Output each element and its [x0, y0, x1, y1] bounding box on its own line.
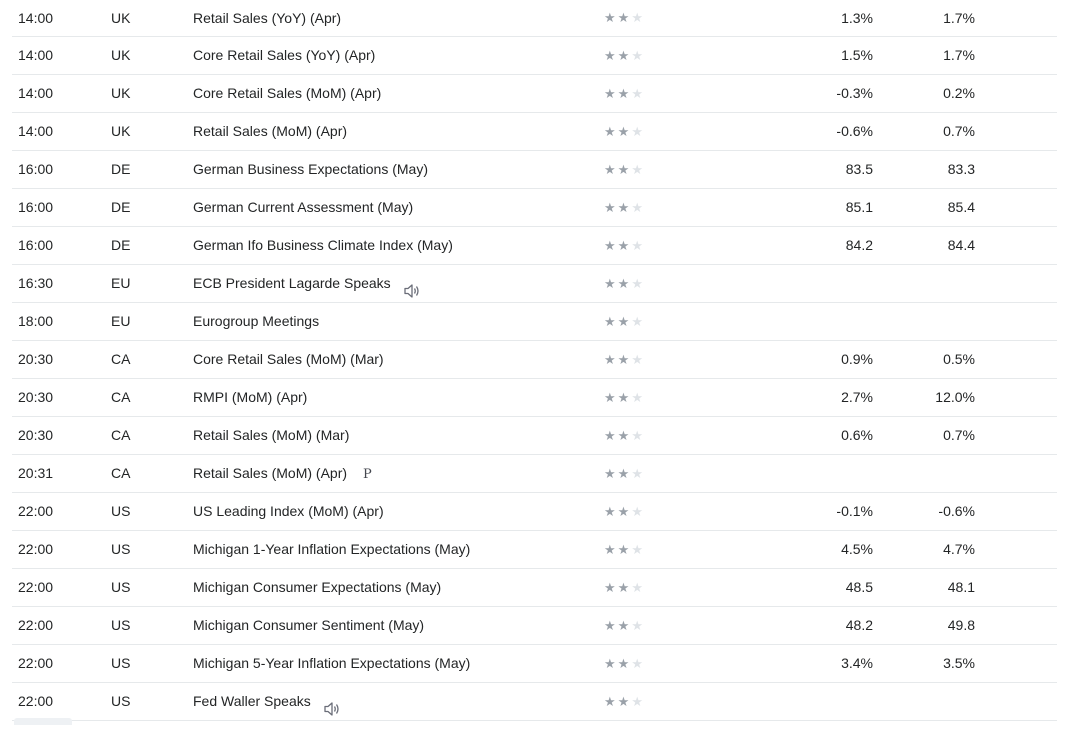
event-name-label[interactable]: German Current Assessment (May) — [193, 199, 414, 215]
star-icon: ★ — [617, 48, 632, 63]
importance-stars — [604, 151, 645, 188]
economic-calendar-table — [12, 0, 1057, 721]
star-icon: ★ — [631, 618, 645, 633]
actual-value: 85.1 — [845, 199, 873, 215]
star-icon: ★ — [631, 162, 645, 177]
actual-value: 4.5% — [841, 541, 873, 557]
bottom-tab[interactable] — [14, 718, 72, 725]
forecast-value: 0.5% — [943, 351, 975, 367]
event-name[interactable] — [193, 227, 453, 264]
star-icon: ★ — [617, 428, 632, 443]
star-icon: ★ — [617, 162, 632, 177]
event-time: 14:00 — [18, 10, 54, 26]
forecast-value: 4.7% — [943, 541, 975, 557]
importance-stars — [604, 189, 645, 226]
event-name-label[interactable]: ECB President Lagarde Speaks — [193, 275, 391, 291]
event-name[interactable] — [193, 379, 307, 416]
star-icon: ★ — [604, 542, 618, 557]
star-icon: ★ — [617, 200, 632, 215]
event-name[interactable] — [193, 493, 384, 530]
table-row[interactable] — [12, 37, 1057, 75]
star-icon: ★ — [604, 694, 618, 709]
star-icon: ★ — [604, 618, 618, 633]
eu-flag-icon — [88, 279, 103, 289]
event-name[interactable] — [193, 455, 372, 493]
table-row[interactable] — [12, 531, 1057, 569]
country-code: US — [111, 503, 131, 519]
actual-value: 48.5 — [845, 579, 873, 595]
table-row[interactable] — [12, 493, 1057, 531]
star-icon: ★ — [604, 390, 618, 405]
star-icon: ★ — [631, 276, 645, 291]
importance-stars — [604, 37, 645, 74]
event-name-label[interactable]: Retail Sales (MoM) (Mar) — [193, 427, 350, 443]
event-name-label[interactable]: Retail Sales (MoM) (Apr) — [193, 123, 348, 139]
country-code: EU — [111, 313, 131, 329]
star-icon: ★ — [604, 656, 618, 671]
star-icon: ★ — [604, 86, 618, 101]
event-name-label[interactable]: RMPI (MoM) (Apr) — [193, 389, 308, 405]
de-flag-icon — [88, 241, 103, 251]
star-icon: ★ — [617, 504, 632, 519]
star-icon: ★ — [617, 466, 632, 481]
table-row[interactable] — [12, 265, 1057, 303]
forecast-value: 85.4 — [947, 199, 975, 215]
star-icon: ★ — [604, 10, 618, 25]
importance-stars — [604, 493, 645, 530]
star-icon: ★ — [604, 314, 618, 329]
forecast-value: 49.8 — [947, 617, 975, 633]
de-flag-icon — [88, 165, 103, 175]
event-name-label[interactable]: Core Retail Sales (YoY) (Apr) — [193, 47, 376, 63]
importance-stars — [604, 683, 645, 720]
country-code: US — [111, 693, 131, 709]
table-row[interactable] — [12, 683, 1057, 721]
ca-flag-icon — [88, 431, 103, 441]
star-icon: ★ — [604, 238, 618, 253]
uk-flag-icon — [88, 51, 103, 61]
star-icon: ★ — [617, 314, 632, 329]
star-icon: ★ — [617, 352, 632, 367]
actual-value: 3.4% — [841, 655, 873, 671]
actual-value: 84.2 — [845, 237, 873, 253]
event-time: 22:00 — [18, 579, 54, 595]
table-row[interactable] — [12, 645, 1057, 683]
country-code: US — [111, 655, 131, 671]
event-name-label[interactable]: Michigan Consumer Expectations (May) — [193, 579, 442, 595]
event-time: 22:00 — [18, 693, 54, 709]
star-icon: ★ — [631, 238, 645, 253]
event-time: 14:00 — [18, 47, 54, 63]
star-icon: ★ — [604, 428, 618, 443]
event-name-label[interactable]: Fed Waller Speaks — [193, 693, 311, 709]
event-name[interactable] — [193, 113, 347, 150]
actual-value: 0.6% — [841, 427, 873, 443]
de-flag-icon — [88, 203, 103, 213]
event-name-label[interactable]: German Ifo Business Climate Index (May) — [193, 237, 453, 253]
importance-stars — [604, 645, 645, 682]
event-name[interactable] — [193, 683, 341, 720]
star-icon: ★ — [604, 124, 618, 139]
us-flag-icon — [88, 659, 103, 669]
star-icon: ★ — [617, 656, 632, 671]
forecast-value: 1.7% — [943, 10, 975, 26]
table-row[interactable] — [12, 151, 1057, 189]
actual-value: -0.3% — [836, 85, 873, 101]
table-row[interactable] — [12, 113, 1057, 151]
country-code: US — [111, 617, 131, 633]
actual-value: 83.5 — [845, 161, 873, 177]
event-name[interactable] — [193, 645, 470, 682]
importance-stars — [604, 417, 645, 454]
event-time: 16:30 — [18, 275, 54, 291]
us-flag-icon — [88, 621, 103, 631]
star-icon: ★ — [604, 200, 618, 215]
actual-value: 48.2 — [845, 617, 873, 633]
event-name[interactable] — [193, 75, 381, 112]
importance-stars — [604, 379, 645, 416]
importance-stars — [604, 607, 645, 644]
importance-stars — [604, 0, 645, 36]
event-name[interactable] — [193, 37, 375, 74]
star-icon: ★ — [617, 276, 632, 291]
forecast-value: 84.4 — [947, 237, 975, 253]
event-name-label[interactable]: Eurogroup Meetings — [193, 313, 320, 329]
star-icon: ★ — [631, 86, 645, 101]
table-row[interactable] — [12, 607, 1057, 645]
star-icon: ★ — [617, 618, 632, 633]
event-name-label[interactable]: Michigan Consumer Sentiment (May) — [193, 617, 425, 633]
event-name-label[interactable]: Michigan 5-Year Inflation Expectations (May) — [193, 655, 471, 671]
uk-flag-icon — [88, 13, 103, 23]
country-code: CA — [111, 351, 131, 367]
forecast-value: 0.7% — [943, 427, 975, 443]
event-name-label[interactable]: Core Retail Sales (MoM) (Mar) — [193, 351, 384, 367]
ca-flag-icon — [88, 469, 103, 479]
country-code: UK — [111, 85, 131, 101]
event-time: 20:30 — [18, 351, 54, 367]
table-row[interactable] — [12, 455, 1057, 493]
table-row[interactable] — [12, 189, 1057, 227]
importance-stars — [604, 531, 645, 568]
country-code: DE — [111, 161, 131, 177]
star-icon: ★ — [604, 352, 618, 367]
actual-value: 2.7% — [841, 389, 873, 405]
country-code: UK — [111, 10, 131, 26]
forecast-value: 83.3 — [947, 161, 975, 177]
star-icon: ★ — [617, 10, 632, 25]
event-name[interactable] — [193, 341, 384, 378]
importance-stars — [604, 455, 645, 492]
star-icon: ★ — [617, 390, 632, 405]
importance-stars — [604, 303, 645, 340]
actual-value: 0.9% — [841, 351, 873, 367]
star-icon: ★ — [617, 694, 632, 709]
preliminary-icon: P — [363, 467, 372, 482]
event-time: 16:00 — [18, 237, 54, 253]
country-code: UK — [111, 47, 131, 63]
event-name[interactable] — [193, 0, 341, 36]
star-icon: ★ — [604, 276, 618, 291]
star-icon: ★ — [631, 48, 645, 63]
event-name[interactable] — [193, 151, 428, 188]
forecast-value: 0.7% — [943, 123, 975, 139]
star-icon: ★ — [604, 48, 618, 63]
country-code: CA — [111, 465, 131, 481]
forecast-value: -0.6% — [938, 503, 975, 519]
importance-stars — [604, 227, 645, 264]
actual-value: -0.1% — [836, 503, 873, 519]
star-icon: ★ — [604, 504, 618, 519]
ca-flag-icon — [88, 355, 103, 365]
forecast-value: 1.7% — [943, 47, 975, 63]
country-code: US — [111, 579, 131, 595]
star-icon: ★ — [631, 466, 645, 481]
star-icon: ★ — [617, 124, 632, 139]
country-code: DE — [111, 237, 131, 253]
event-name-label[interactable]: Retail Sales (YoY) (Apr) — [193, 10, 342, 26]
event-time: 16:00 — [18, 161, 54, 177]
importance-stars — [604, 113, 645, 150]
event-name[interactable] — [193, 569, 441, 606]
table-row[interactable] — [12, 0, 1057, 37]
event-time: 20:30 — [18, 427, 54, 443]
country-code: DE — [111, 199, 131, 215]
star-icon: ★ — [604, 466, 618, 481]
event-name-label[interactable]: German Business Expectations (May) — [193, 161, 428, 177]
star-icon: ★ — [617, 542, 632, 557]
eu-flag-icon — [88, 317, 103, 327]
event-time: 14:00 — [18, 85, 54, 101]
star-icon: ★ — [617, 580, 632, 595]
star-icon: ★ — [631, 200, 645, 215]
event-name-label[interactable]: Core Retail Sales (MoM) (Apr) — [193, 85, 382, 101]
event-time: 20:30 — [18, 389, 54, 405]
event-time: 14:00 — [18, 123, 54, 139]
importance-stars — [604, 75, 645, 112]
event-name-label[interactable]: US Leading Index (MoM) (Apr) — [193, 503, 384, 519]
forecast-value: 12.0% — [935, 389, 975, 405]
star-icon: ★ — [631, 580, 645, 595]
event-time: 22:00 — [18, 617, 54, 633]
actual-value: -0.6% — [836, 123, 873, 139]
event-name[interactable] — [193, 265, 421, 302]
star-icon: ★ — [631, 390, 645, 405]
star-icon: ★ — [631, 352, 645, 367]
star-icon: ★ — [604, 580, 618, 595]
star-icon: ★ — [631, 10, 645, 25]
table-row[interactable] — [12, 417, 1057, 455]
event-time: 22:00 — [18, 503, 54, 519]
event-name[interactable] — [193, 303, 319, 340]
table-row[interactable] — [12, 303, 1057, 341]
event-time: 16:00 — [18, 199, 54, 215]
star-icon: ★ — [631, 542, 645, 557]
us-flag-icon — [88, 583, 103, 593]
star-icon: ★ — [631, 314, 645, 329]
star-icon: ★ — [631, 428, 645, 443]
star-icon: ★ — [631, 504, 645, 519]
us-flag-icon — [88, 545, 103, 555]
star-icon: ★ — [631, 656, 645, 671]
speaker-icon — [323, 694, 341, 710]
importance-stars — [604, 569, 645, 606]
ca-flag-icon — [88, 393, 103, 403]
table-row[interactable] — [12, 341, 1057, 379]
actual-value: 1.5% — [841, 47, 873, 63]
star-icon: ★ — [631, 694, 645, 709]
event-name[interactable] — [193, 417, 349, 454]
event-time: 22:00 — [18, 541, 54, 557]
star-icon: ★ — [631, 124, 645, 139]
event-time: 20:31 — [18, 465, 54, 481]
table-row[interactable] — [12, 227, 1057, 265]
star-icon: ★ — [617, 86, 632, 101]
event-name[interactable] — [193, 189, 413, 226]
star-icon: ★ — [604, 162, 618, 177]
event-time: 18:00 — [18, 313, 54, 329]
table-row[interactable] — [12, 569, 1057, 607]
speaker-icon — [403, 276, 421, 292]
us-flag-icon — [88, 507, 103, 517]
forecast-value: 0.2% — [943, 85, 975, 101]
event-name-label[interactable]: Retail Sales (MoM) (Apr) — [193, 465, 348, 481]
uk-flag-icon — [88, 89, 103, 99]
importance-stars — [604, 341, 645, 378]
forecast-value: 48.1 — [947, 579, 975, 595]
uk-flag-icon — [88, 127, 103, 137]
table-row[interactable] — [12, 379, 1057, 417]
forecast-value: 3.5% — [943, 655, 975, 671]
table-row[interactable] — [12, 75, 1057, 113]
us-flag-icon — [88, 697, 103, 707]
event-name[interactable] — [193, 531, 470, 568]
event-name-label[interactable]: Michigan 1-Year Inflation Expectations (May) — [193, 541, 471, 557]
importance-stars — [604, 265, 645, 302]
country-code: CA — [111, 427, 131, 443]
country-code: US — [111, 541, 131, 557]
actual-value: 1.3% — [841, 10, 873, 26]
country-code: EU — [111, 275, 131, 291]
event-time: 22:00 — [18, 655, 54, 671]
country-code: CA — [111, 389, 131, 405]
country-code: UK — [111, 123, 131, 139]
star-icon: ★ — [617, 238, 632, 253]
event-name[interactable] — [193, 607, 424, 644]
